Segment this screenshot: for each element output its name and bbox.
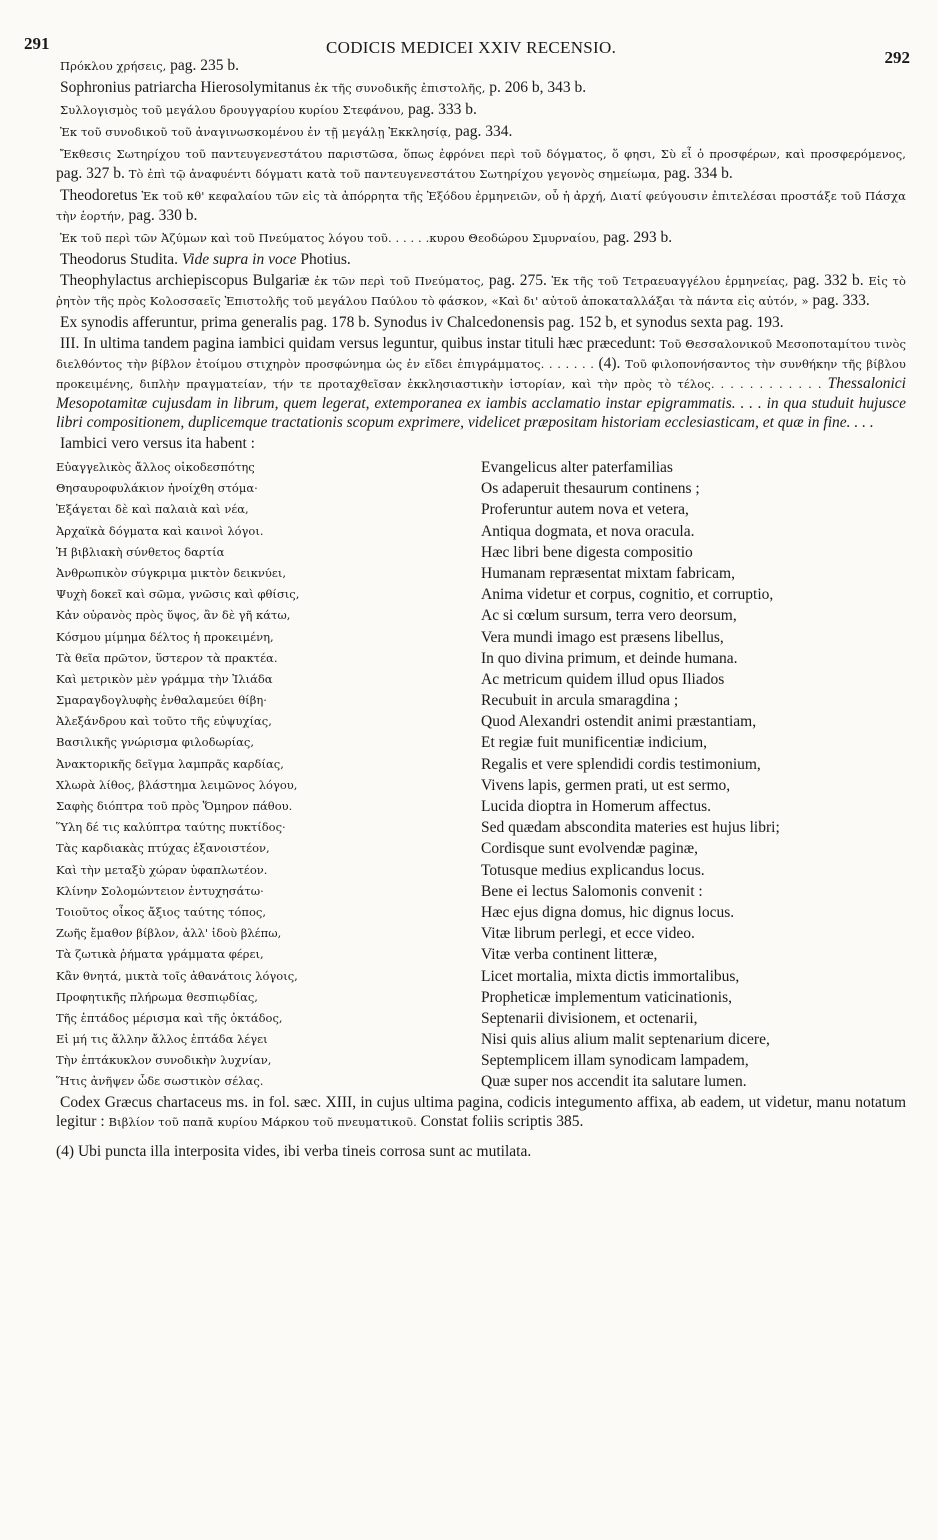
greek-verse-line: Ἀλεξάνδρου καὶ τοῦτο τῆς εὐψυχίας, — [56, 714, 272, 729]
greek-verse-line: Θησαυροφυλάκιον ἠνοίχθη στόμα· — [56, 481, 258, 496]
greek-verse-line: Ἀνακτορικῆς δεῖγμα λαμπρᾶς καρδίας, — [56, 756, 284, 771]
iambic-verses — [56, 457, 906, 1093]
greek-verse-line: Τῆς ἑπτάδος μέρισμα καὶ τῆς ὀκτάδος, — [56, 1010, 283, 1025]
greek-verse-line: Καὶ μετρικὸν μὲν γράμμα τὴν Ἰλιάδα — [56, 671, 273, 686]
latin-text: pag. 334. — [455, 123, 513, 140]
greek-text: Ἐκ τῆς τοῦ Τετραευαγγέλου ἑρμηνείας, — [551, 274, 794, 288]
italic-text: Thessalonici Mesopotamitæ cujusdam in librum, quem legerat, extemporanea ex iambis acclamatio instar epigrammatis. . . . in qua studuit hujusce libri compositionem, duplicemque tractationis scopum exprimere, videlicet præpositam historiam ecclesiasticam, et quæ in fine. . . . — [56, 375, 906, 431]
index-entries — [56, 56, 906, 453]
latin-verse-line: Quæ super nos accendit ita salutare lumen. — [481, 1073, 747, 1091]
latin-verse-line: Vitæ verba continent litteræ, — [481, 946, 658, 964]
greek-text: Πρόκλου χρήσεις, — [60, 59, 171, 73]
greek-verse-line: Τὰ ζωτικὰ ῥήματα γράμματα φέρει, — [56, 947, 264, 962]
greek-verse-line: Χλωρὰ λίθος, βλάστημα λειμῶνος λόγου, — [56, 777, 298, 792]
greek-verse-line: Εὐαγγελικὸς ἄλλος οἰκοδεσπότης — [56, 460, 255, 474]
index-entry — [56, 271, 906, 311]
latin-verse-line: Vitæ librum perlegi, et ecce video. — [481, 925, 695, 943]
greek-text: Βιβλίον τοῦ παπᾶ κυρίου Μάρκου τοῦ πνευματικοῦ. — [108, 1114, 421, 1129]
footnote: (4) Ubi puncta illa interposita vides, ibi verba tineis corrosa sunt ac mutilata. — [56, 1142, 532, 1160]
greek-verse-line: Κἂν θνητά, μικτὰ τοῖς ἀθανάτοις λόγοις, — [56, 968, 298, 983]
latin-verse-line: Propheticæ implementum vaticinationis, — [481, 988, 732, 1006]
latin-verse-line: Hæc ejus digna domus, hic dignus locus. — [481, 903, 735, 921]
latin-text: Theodoretus — [60, 187, 142, 204]
greek-text: Ἐκ τοῦ κθ' κεφαλαίου τῶν εἰς τὰ ἀπόρρητα τῆς Ἐξόδου ἑρμηνειῶν, οὗ ἡ ἀρχή, Διατί φεύγουσιν ἐπιτελέσαι προστάξε τοῦ Πάσχα τὴν ἑορτήν, — [56, 189, 906, 223]
latin-verse-line: Septemplicem illam synodicam lampadem, — [481, 1052, 749, 1070]
greek-verse-line: Ὕλη δέ τις καλύπτρα ταύτης πυκτίδος· — [56, 820, 286, 835]
latin-verse-line: Anima videtur et corpus, cognitio, et corruptio, — [481, 586, 774, 604]
greek-verse-line: Ἥτις ἀνῆψεν ὧδε σωστικὸν σέλας. — [56, 1074, 264, 1089]
greek-verse-line: Σμαραγδογλυφὴς ἐνθαλαμεύει θίβη· — [56, 693, 267, 708]
latin-text: pag. 327 b. — [56, 165, 129, 182]
greek-verse-line: Καὶ τὴν μεταξὺ χώραν ὑφαπλωτέον. — [56, 862, 268, 877]
latin-verse-line: Vera mundi imago est præsens libellus, — [481, 628, 724, 646]
latin-text: pag. 334 b. — [663, 165, 733, 182]
latin-text: pag. 332 b. — [793, 272, 869, 289]
index-entry — [56, 250, 906, 269]
page — [24, 22, 910, 1161]
greek-text: ἐκ τῆς συνοδικῆς ἐπιστολῆς, — [314, 81, 490, 95]
latin-text: (4). — [598, 355, 626, 372]
latin-text: pag. 330 b. — [128, 207, 198, 224]
greek-verse-line: Ἀρχαϊκὰ δόγματα καὶ καινοὶ λόγοι. — [56, 523, 264, 538]
latin-verse-line: Ac si cœlum sursum, terra vero deorsum, — [481, 607, 737, 625]
index-entry — [56, 100, 906, 120]
greek-text: Ἐκ τοῦ συνοδικοῦ τοῦ ἀναγινωσκομένου ἐν τῇ μεγάλῃ Ἐκκλησίᾳ, — [60, 125, 456, 139]
latin-text: Ex synodis afferuntur, prima generalis pag. 178 b. Synodus iv Chalcedonensis pag. 152 b, et synodus sexta pag. 193. — [60, 314, 784, 331]
running-title: CODICIS MEDICEI XXIV RECENSIO. — [326, 38, 617, 57]
latin-text: Codex Græcus chartaceus ms. in fol. sæc. XIII, in cujus ultima pagina, codicis integumento affixa, ab eadem, ut videtur, manu notatum legitur : — [56, 1093, 906, 1130]
index-entry — [56, 78, 906, 98]
latin-verse-line: Ac metricum quidem illud opus Iliados — [481, 670, 725, 688]
greek-verse-line: Βασιλικῆς γνώρισμα φιλοδωρίας, — [56, 735, 255, 750]
latin-text: Theodorus Studita. — [60, 251, 182, 268]
latin-text: Iambici vero versus ita habent : — [60, 435, 255, 452]
latin-text: Constat foliis scriptis 385. — [420, 1112, 584, 1130]
latin-verse-line: Et regiæ fuit munificentiæ indicium, — [481, 734, 708, 752]
latin-verse-line: Proferuntur autem nova et vetera, — [481, 501, 689, 519]
latin-verse-line: Humanam repræsentat mixtam fabricam, — [481, 564, 735, 582]
latin-text: pag. 275. — [488, 272, 552, 289]
latin-text: pag. 333 b. — [407, 101, 477, 118]
latin-text: pag. 333. — [812, 292, 870, 309]
greek-text: Ἐκ τοῦ περὶ τῶν Ἀζύμων καὶ τοῦ Πνεύματος λόγου τοῦ. . . . . .κυρου Θεοδώρου Σμυρναίου, — [60, 231, 604, 245]
latin-verse-line: Totusque medius explicandus locus. — [481, 861, 705, 879]
greek-text: Τοῦ Θεσσαλονικοῦ Μεσοποταμίτου τινὸς διελθόντος τὴν βίβλον ἐτοίμου στιχηρὸν προσφώνημα ὡς ἐν εἴδει ἐπιγράμματος. . . . . . . — [56, 337, 907, 371]
latin-verse-line: Antiqua dogmata, et nova oracula. — [481, 522, 695, 540]
index-entry — [56, 434, 906, 453]
greek-text: Ἔκθεσις Σωτηρίχου τοῦ παντευγενεστάτου παριστῶσα, ὅπως ἐφρόνει περὶ τοῦ δόγματος, ὅ φησι, Σὺ εἶ ὁ προσφέρων, καὶ προσφερόμενος, — [60, 147, 906, 161]
codex-description — [56, 1093, 906, 1132]
latin-text: III. In ultima tandem pagina iambici quidam versus leguntur, quibus instar tituli hæc præcedunt: — [60, 335, 660, 352]
index-entry — [56, 228, 906, 248]
index-entry — [56, 56, 906, 76]
greek-verse-line: Ζωῆς ἔμαθον βίβλον, ἀλλ' ἰδοὺ βλέπω, — [56, 926, 282, 941]
greek-text: Τοῦ φιλοπονήσαντος τὴν συνθήκην τῆς βίβλου προκειμένης, διπλὴν πραγματείαν, τήν τε προταχθεῖσαν ἐκκλησιαστικὴν ἱστορίαν, καὶ τὴν πρὸς τὸ τέλος. . . . . . . . . . . . — [56, 357, 906, 391]
latin-verse-line: In quo divina primum, et deinde humana. — [481, 649, 738, 667]
latin-verse-line: Septenarii divisionem, et octenarii, — [481, 1009, 698, 1027]
index-entry — [56, 313, 906, 332]
greek-verse-line: Ἐξάγεται δὲ καὶ παλαιὰ καὶ νέα, — [56, 502, 249, 517]
latin-verse-column — [481, 457, 906, 1093]
latin-verse-line: Cordisque sunt evolvendæ paginæ, — [481, 840, 698, 858]
latin-verse-line: Recubuit in arcula smaragdina ; — [481, 692, 679, 710]
latin-verse-line: Os adaperuit thesaurum continens ; — [481, 480, 700, 498]
latin-text: pag. 235 b. — [170, 57, 240, 74]
greek-text: Εἰς τὸ ῥητὸν τῆς πρὸς Κολοσσαεῖς Ἐπιστολῆς τοῦ μεγάλου Παύλου τὸ φάσκον, «Καὶ δι' αὐτοῦ ἀποκαταλλάξαι τὰ πάντα εἰς αὐτόν, » — [56, 274, 906, 308]
left-page-number: 291 — [24, 34, 50, 53]
greek-verse-line: Εἰ μή τις ἄλλην ἄλλος ἑπτάδα λέγει — [56, 1032, 268, 1047]
index-entry — [56, 122, 906, 142]
index-entry — [56, 186, 906, 226]
latin-verse-line: Licet mortalia, mixta dictis immortalibus, — [481, 967, 740, 985]
greek-text: ἐκ τῶν περὶ τοῦ Πνεύματος, — [314, 274, 489, 288]
greek-verse-line: Τοιοῦτος οἶκος ἄξιος ταύτης τόπος, — [56, 904, 266, 919]
greek-verse-line: Σαφὴς διόπτρα τοῦ πρὸς Ὅμηρον πάθου. — [56, 799, 293, 813]
latin-verse-line: Nisi quis alius alium malit septenarium dicere, — [481, 1031, 770, 1049]
right-page-number: 292 — [884, 48, 910, 67]
latin-text: Theophylactus archiepiscopus Bulgariæ — [60, 272, 315, 289]
latin-verse-line: Hæc libri bene digesta compositio — [481, 543, 693, 561]
greek-verse-line: Ἡ βιβλιακὴ σύνθετος δαρτία — [56, 544, 225, 559]
latin-text: Sophronius patriarcha Hierosolymitanus — [60, 79, 315, 96]
greek-verse-line: Προφητικῆς πλήρωμα θεσπιῳδίας, — [56, 989, 258, 1004]
latin-verse-line: Vivens lapis, germen prati, ut est sermo, — [481, 776, 731, 794]
latin-verse-line: Bene ei lectus Salomonis convenit : — [481, 882, 703, 900]
latin-verse-line: Quod Alexandri ostendit animi præstantiam, — [481, 713, 757, 731]
greek-verse-column — [56, 457, 481, 1093]
latin-text: p. 206 b, 343 b. — [489, 79, 587, 96]
greek-verse-line: Ψυχὴ δοκεῖ καὶ σῶμα, γνῶσις καὶ φθίσις, — [56, 587, 300, 602]
latin-verse-line: Lucida dioptra in Homerum affectus. — [481, 798, 711, 815]
greek-verse-line: Τὰς καρδιακὰς πτύχας ἐξανοιστέον, — [56, 841, 270, 856]
italic-text: Vide supra in voce — [181, 251, 297, 268]
greek-verse-line: Τὴν ἑπτάκυκλον συνοδικὴν λυχνίαν, — [56, 1053, 272, 1068]
greek-verse-line: Κλίνην Σολομώντειον ἐντυχησάτω· — [56, 883, 264, 898]
greek-text: Τὸ ἐπὶ τῷ ἀναφυέντι δόγματι κατὰ τοῦ παντευγενεστάτου Σωτηρίχου γεγονὸς σημείωμα, — [128, 167, 664, 181]
latin-text: pag. 293 b. — [603, 229, 673, 246]
greek-verse-line: Κόσμου μίμημα δέλτος ἡ προκειμένη, — [56, 629, 274, 644]
index-entry — [56, 334, 906, 432]
greek-verse-line: Ἀνθρωπικὸν σύγκριμα μικτὸν δεικνύει, — [56, 565, 287, 580]
latin-verse-line: Regalis et vere splendidi cordis testimonium, — [481, 755, 761, 773]
latin-verse-line: Sed quædam abscondita materies est hujus libri; — [481, 819, 780, 837]
index-entry — [56, 144, 906, 184]
latin-verse-line: Evangelicus alter paterfamilias — [481, 459, 673, 476]
greek-verse-line: Κἀν οὐρανὸς πρὸς ὕψος, ἂν δὲ γῆ κάτω, — [56, 608, 291, 623]
greek-verse-line: Τὰ θεῖα πρῶτον, ὕστερον τὰ πρακτέα. — [56, 650, 278, 665]
latin-text: Photius. — [296, 251, 351, 268]
greek-text: Συλλογισμὸς τοῦ μεγάλου δρουγγαρίου κυρίου Στεφάνου, — [60, 103, 408, 117]
